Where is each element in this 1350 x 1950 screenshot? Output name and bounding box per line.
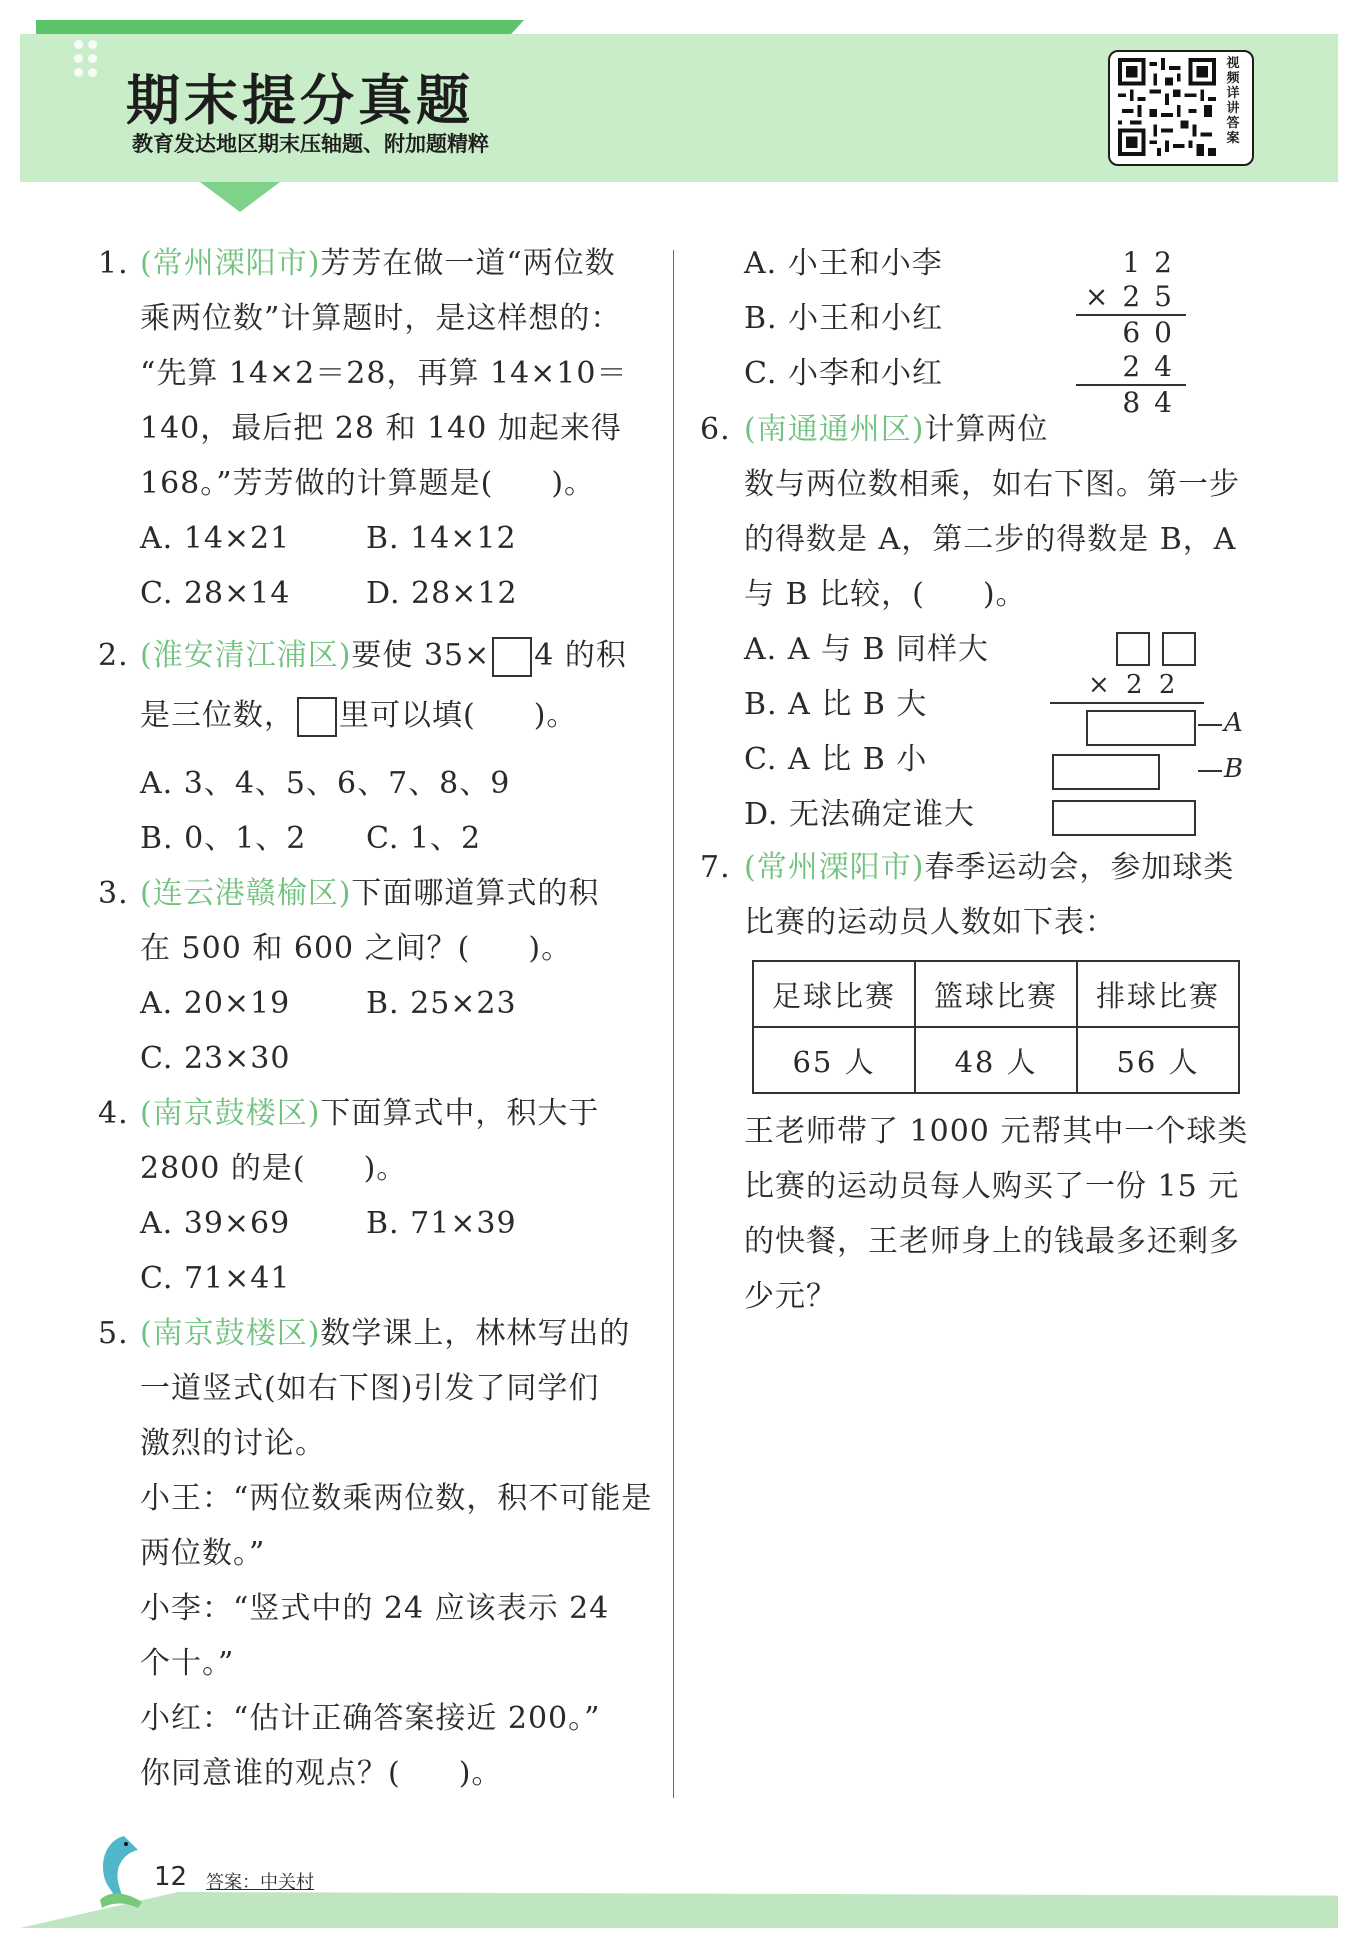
digit-box [1116, 632, 1150, 666]
page-number: 12 [154, 1862, 188, 1892]
vm-row: 12 [1122, 246, 1186, 279]
question-text: )。 [363, 1151, 408, 1186]
diagram-multiplier: × 2 2 [1088, 670, 1180, 700]
question-text: “先算 14×2＝28，再算 14×10＝ [140, 356, 628, 391]
page-subtitle: 教育发达地区期末压轴题、附加题精粹 [132, 132, 489, 156]
option-b[interactable]: B. A 比 B 大 [744, 687, 928, 722]
question-source: (常州溧阳市) [744, 850, 925, 885]
option-d[interactable]: D. 无法确定谁大 [744, 797, 976, 832]
blank-box[interactable] [492, 637, 532, 677]
question-text: 的快餐，王老师身上的钱最多还剩多 [744, 1224, 1240, 1259]
question-source: (南京鼓楼区) [140, 1316, 321, 1351]
athletes-table [752, 960, 1240, 1094]
table-cell: 65 人 [753, 1027, 915, 1093]
table-cell: 56 人 [1077, 1027, 1239, 1093]
multiplication-diagram [1050, 632, 1250, 842]
question-number: 6. [700, 412, 731, 447]
question-text: )。 [982, 577, 1027, 612]
option-a[interactable]: A. A 与 B 同样大 [744, 632, 990, 667]
vm-row: 84 [1122, 386, 1186, 419]
question-text: 激烈的讨论。 [140, 1426, 326, 1461]
question-text: 数学课上，林林写出的 [320, 1316, 631, 1351]
option-d[interactable]: D. 28×12 [366, 576, 518, 611]
question-text: 数与两位数相乘，如右下图。第一步 [744, 467, 1240, 502]
question-text: 下面算式中，积大于 [320, 1096, 600, 1131]
table-cell: 48 人 [915, 1027, 1077, 1093]
question-number: 2. [98, 638, 129, 673]
diagram-rule [1050, 702, 1204, 704]
arrow-icon [1198, 724, 1222, 726]
qr-label: 视频详讲答案 [1226, 56, 1240, 146]
question-5-options [744, 236, 1064, 401]
question-text: 你同意谁的观点？( [140, 1756, 401, 1791]
question-text: 4 的积 [534, 638, 627, 673]
question-1 [98, 236, 658, 621]
question-7 [700, 840, 1260, 950]
question-text: 的得数是 A，第二步的得数是 B，A [744, 522, 1237, 557]
option-a[interactable]: A. 3、4、5、6、7、8、9 [140, 766, 511, 801]
option-c[interactable]: C. A 比 B 小 [744, 742, 928, 777]
table-header: 足球比赛 [753, 961, 915, 1027]
question-2 [98, 626, 658, 746]
option-c[interactable]: C. 小李和小红 [744, 356, 943, 391]
question-text: 下面哪道算式的积 [351, 876, 600, 911]
question-source: (常州溧阳市) [140, 246, 321, 281]
question-2-options [140, 756, 660, 866]
qr-code-panel[interactable] [1108, 50, 1254, 166]
footer-band [20, 1892, 1338, 1928]
question-text: )。 [458, 1756, 503, 1791]
question-text: 一道竖式(如右下图)引发了同学们 [140, 1371, 600, 1406]
product-box [1052, 800, 1196, 836]
question-text: 168。”芳芳做的计算题是( [140, 466, 494, 501]
option-c[interactable]: C. 23×30 [140, 1041, 291, 1076]
arrow-icon [1198, 770, 1222, 772]
question-text: 芳芳在做一道“两位数 [320, 246, 616, 281]
question-text: )。 [551, 466, 596, 501]
question-number: 1. [98, 246, 129, 281]
dots-decoration-icon [74, 40, 114, 80]
digit-box [1162, 632, 1196, 666]
vm-row: 60 [1122, 316, 1186, 349]
question-number: 4. [98, 1096, 129, 1131]
page-title: 期末提分真题 [126, 69, 474, 132]
option-c[interactable]: C. 1、2 [366, 821, 482, 856]
option-b[interactable]: B. 14×12 [366, 521, 517, 556]
question-3 [98, 866, 658, 1086]
question-text: 要使 35× [351, 638, 491, 673]
question-text: 小王：“两位数乘两位数，积不可能是 [140, 1481, 653, 1516]
question-number: 5. [98, 1316, 129, 1351]
option-b[interactable]: B. 71×39 [366, 1206, 517, 1241]
question-text: 里可以填( [339, 698, 476, 733]
question-text: )。 [533, 698, 578, 733]
question-source: (淮安清江浦区) [140, 638, 352, 673]
vm-row: 24 [1122, 350, 1186, 383]
question-text: 春季运动会，参加球类 [924, 850, 1235, 885]
question-7-body [744, 1104, 1264, 1324]
option-b[interactable]: B. 0、1、2 [140, 821, 307, 856]
question-text: 比赛的运动员每人购买了一份 15 元 [744, 1169, 1240, 1204]
answer-link[interactable]: 答案：中关村 [206, 1872, 314, 1893]
vertical-multiplication [1076, 246, 1186, 420]
question-text: 小红：“估计正确答案接近 200。” [140, 1701, 601, 1736]
question-text: 计算两位 [924, 412, 1049, 447]
option-c[interactable]: C. 28×14 [140, 576, 291, 611]
label-b: B [1224, 754, 1244, 784]
question-number: 7. [700, 850, 731, 885]
vm-row: ×25 [1084, 280, 1186, 313]
table-header-row [753, 961, 1239, 1027]
question-text: 少元？ [744, 1279, 837, 1314]
question-source: (南通通州区) [744, 412, 925, 447]
question-text: 乘两位数”计算题时，是这样想的： [140, 301, 622, 336]
header-arrow [200, 182, 280, 212]
blank-box[interactable] [297, 697, 337, 737]
qr-code-icon [1118, 58, 1216, 156]
column-divider [673, 250, 674, 1798]
label-a: A [1224, 708, 1243, 738]
question-text: 与 B 比较，( [744, 577, 925, 612]
question-text: 王老师带了 1000 元帮其中一个球类 [744, 1114, 1249, 1149]
question-text: 比赛的运动员人数如下表： [744, 905, 1116, 940]
question-text: )。 [528, 931, 573, 966]
question-5 [98, 1306, 658, 1801]
table-header: 篮球比赛 [915, 961, 1077, 1027]
option-a[interactable]: A. 14×21 [140, 521, 291, 556]
question-text: 在 500 和 600 之间？( [140, 931, 471, 966]
partial-product-b-box [1052, 754, 1160, 790]
option-b[interactable]: B. 小王和小红 [744, 301, 944, 336]
question-text: 140，最后把 28 和 140 加起来得 [140, 411, 622, 446]
table-header: 排球比赛 [1077, 961, 1239, 1027]
question-text: 个十。” [140, 1646, 235, 1681]
option-a[interactable]: A. 20×19 [140, 986, 291, 1021]
question-source: (南京鼓楼区) [140, 1096, 321, 1131]
dolphin-icon [86, 1830, 156, 1910]
question-4 [98, 1086, 658, 1306]
option-a[interactable]: A. 小王和小李 [744, 246, 943, 281]
question-text: 小李：“竖式中的 24 应该表示 24 [140, 1591, 610, 1626]
question-text: 2800 的是( [140, 1151, 306, 1186]
question-text: 是三位数， [140, 698, 295, 733]
question-text: 两位数。” [140, 1536, 266, 1571]
option-b[interactable]: B. 25×23 [366, 986, 517, 1021]
partial-product-a-box [1086, 710, 1196, 746]
option-c[interactable]: C. 71×41 [140, 1261, 291, 1296]
table-row [753, 1027, 1239, 1093]
question-source: (连云港赣榆区) [140, 876, 352, 911]
option-a[interactable]: A. 39×69 [140, 1206, 291, 1241]
question-number: 3. [98, 876, 129, 911]
